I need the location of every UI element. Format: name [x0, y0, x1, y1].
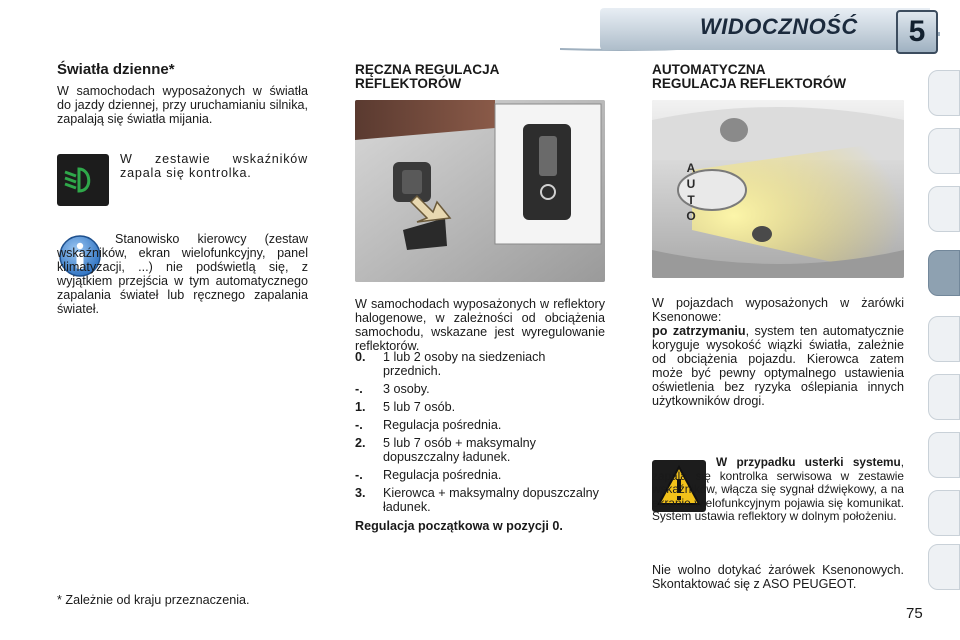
xenon-warning-text: Nie wolno dotykać żarówek Ksenonowych. Skontaktować się z ASO PEUGEOT. [652, 563, 904, 591]
list-item: -. Regulacja pośrednia. [355, 418, 502, 432]
chapter-tabs [928, 70, 960, 590]
list-item: -. Regulacja pośrednia. [355, 468, 502, 482]
indicator-lamp [57, 154, 109, 206]
chapter-tab[interactable] [928, 128, 960, 174]
chapter-tab[interactable] [928, 186, 960, 232]
list-item: 3. Kierowca + maksymalny dopuszczalny ładunek. [355, 486, 599, 514]
auto-adjust-title: AUTOMATYCZNA REGULACJA REFLEKTORÓW [652, 62, 847, 91]
auto-label: A U T O [686, 161, 696, 223]
auto-adjust-stop-text: po zatrzymaniu, system ten automatycznie koryguje wysokość wiązki światła, zależnie od obciążenia pojazdu. Kierowca zatem może być pewny optymalnego ustawienia oświetlenia bez ryzyka oślepiania innych użytkowników drogi. [652, 324, 904, 408]
list-item: 1. 5 lub 7 osób. [355, 400, 456, 414]
adjust-positions-list [355, 346, 605, 514]
initial-position-note: Regulacja początkowa w pozycji 0. [355, 519, 563, 533]
auto-adjust-intro: W pojazdach wyposażonych w żarówki Ksenonowe: [652, 296, 904, 324]
page-title: WIDOCZNOŚĆ [700, 14, 858, 39]
chapter-tab[interactable] [928, 70, 960, 116]
system-fault-text: W przypadku usterki systemu, zapala się kontrolka serwisowa w zestawie wskaźników, włącza się sygnał dźwiękowy, a na ekranie wielofunkcyjnym pojawia się komunikat. System ustawia reflektory w dolnym położeniu. [652, 455, 904, 524]
indicator-text: W zestawie wskaźników zapala się kontrolka. [120, 152, 308, 180]
chapter-tab[interactable] [928, 544, 960, 590]
list-item: 2. 5 lub 7 osób + maksymalny dopuszczalny ładunek. [355, 436, 536, 464]
list-item: 0. 1 lub 2 osoby na siedzeniach przednich. [355, 350, 546, 378]
chapter-tab[interactable] [928, 316, 960, 362]
chapter-tab[interactable] [928, 490, 960, 536]
page-number: 75 [906, 605, 923, 622]
chapter-tab[interactable] [928, 374, 960, 420]
info-text: Stanowisko kierowcy (zestaw wskaźników, ekran wielofunkcyjny, panel klimatyzacji, ...) nie podświetlą się, z wyjątkiem przejścia w tym automatycznego zapalania świateł lub ręcznego zapalania świateł. [57, 232, 308, 316]
chapter-badge: 5 [896, 10, 938, 54]
daytime-lights-text: W samochodach wyposażonych w światła do jazdy dziennej, przy uruchamianiu silnika, zapalają się światła mijania. [57, 84, 308, 126]
footnote: * Zależnie od kraju przeznaczenia. [57, 593, 250, 607]
daytime-lights-title: Światła dzienne* [57, 61, 175, 78]
chapter-tab-active[interactable] [928, 250, 960, 296]
manual-adjust-intro: W samochodach wyposażonych w reflektory halogenowe, w zależności od obciążenia samochodu, wskazane jest wyregulowanie reflektorów. [355, 297, 605, 353]
manual-adjust-title: RĘCZNA REGULACJA REFLEKTORÓW [355, 62, 500, 91]
chapter-tab[interactable] [928, 432, 960, 478]
low-beam-icon [57, 154, 109, 206]
manual-adjust-photo [355, 100, 605, 282]
list-item: -. 3 osoby. [355, 382, 430, 396]
